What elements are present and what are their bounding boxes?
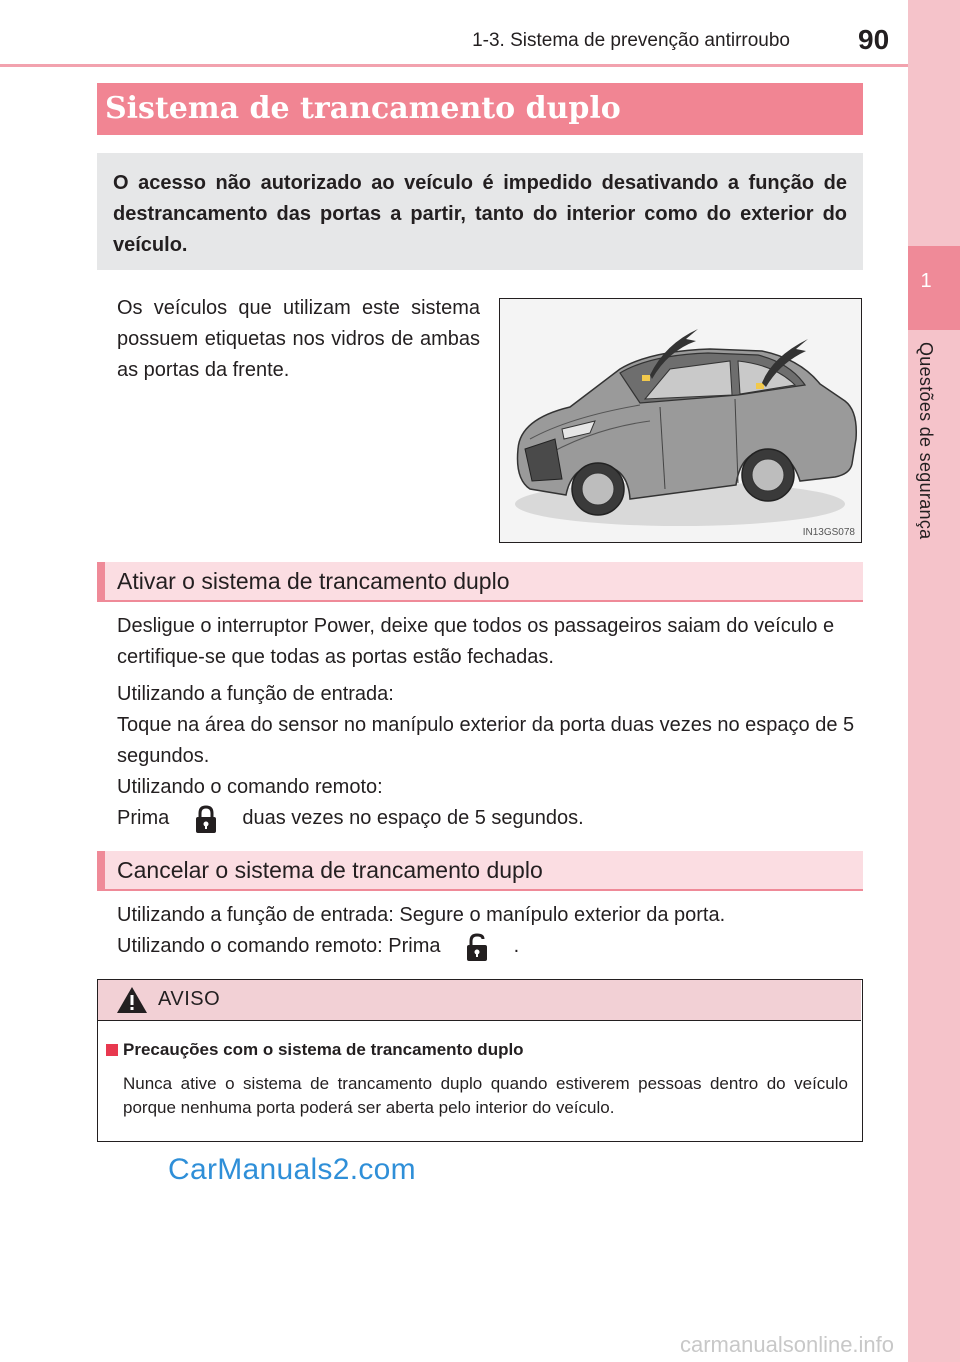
header-title: 1-3. Sistema de prevenção antirroubo xyxy=(472,30,790,51)
activate-remote-text xyxy=(117,803,862,834)
warning-title: AVISO xyxy=(158,988,221,1010)
cancel-entry-text: Utilizando a função de entrada: Segure o manípulo exterior da porta. xyxy=(117,904,726,926)
car-figure xyxy=(499,298,862,543)
page-number: 90 xyxy=(858,24,890,55)
activate-remote-label: Utilizando o comando remoto: xyxy=(117,776,383,798)
cancel-press-label: Utilizando o comando remoto: Prima xyxy=(117,935,441,957)
activate-entry-label: Utilizando a função de entrada: xyxy=(117,683,394,705)
warning-header xyxy=(98,980,861,1021)
cancel-press-suffix: . xyxy=(513,935,520,957)
activate-paragraph: Desligue o interruptor Power, deixe que todos os passageiros saiam do veículo e certifique-se que todas as portas estão fechadas. xyxy=(117,615,835,668)
car-label-text: Os veículos que utilizam este sistema possuem etiquetas nos vidros de ambas as portas da frente. xyxy=(117,297,480,381)
warning-item-body: Nunca ative o sistema de trancamento duplo quando estiverem pessoas dentro do veículo porque nenhuma porta poderá ser aberta pelo interior do veículo. xyxy=(123,1074,848,1117)
subsection-activate-title: Ativar o sistema de trancamento duplo xyxy=(97,562,863,602)
car-illustration xyxy=(500,299,860,541)
chapter-number: 1 xyxy=(920,270,932,292)
warning-item-title: Precauções com o sistema de trancamento duplo xyxy=(123,1040,524,1059)
footer-watermark[interactable]: carmanualsonline.info xyxy=(680,1332,895,1357)
intro-box: O acesso não autorizado ao veículo é impedido desativando a função de destrancamento das portas a partir, tanto do interior como do exterior do veículo. xyxy=(97,153,863,270)
warning-bullet-icon xyxy=(106,1044,118,1056)
chapter-label: Questões de segurança xyxy=(916,342,936,540)
activate-press-label: Prima xyxy=(117,807,170,829)
header-divider xyxy=(0,64,908,67)
warning-triangle-icon xyxy=(116,985,148,1015)
chapter-side-tab xyxy=(908,0,960,1362)
activate-press-suffix: duas vezes no espaço de 5 segundos. xyxy=(242,807,584,829)
lock-icon xyxy=(195,804,217,834)
warning-box xyxy=(97,979,863,1142)
section-title: Sistema de trancamento duplo xyxy=(97,83,863,135)
cancel-remote-text xyxy=(117,931,862,962)
activate-entry-text: Toque na área do sensor no manípulo exterior da porta duas vezes no espaço de 5 segundos. xyxy=(117,714,855,767)
subsection-cancel-title: Cancelar o sistema de trancamento duplo xyxy=(97,851,863,891)
figure-code: IN13GS078 xyxy=(802,527,855,538)
carmanuals-watermark[interactable]: CarManuals2.com xyxy=(168,1153,416,1186)
unlock-icon xyxy=(466,932,488,962)
